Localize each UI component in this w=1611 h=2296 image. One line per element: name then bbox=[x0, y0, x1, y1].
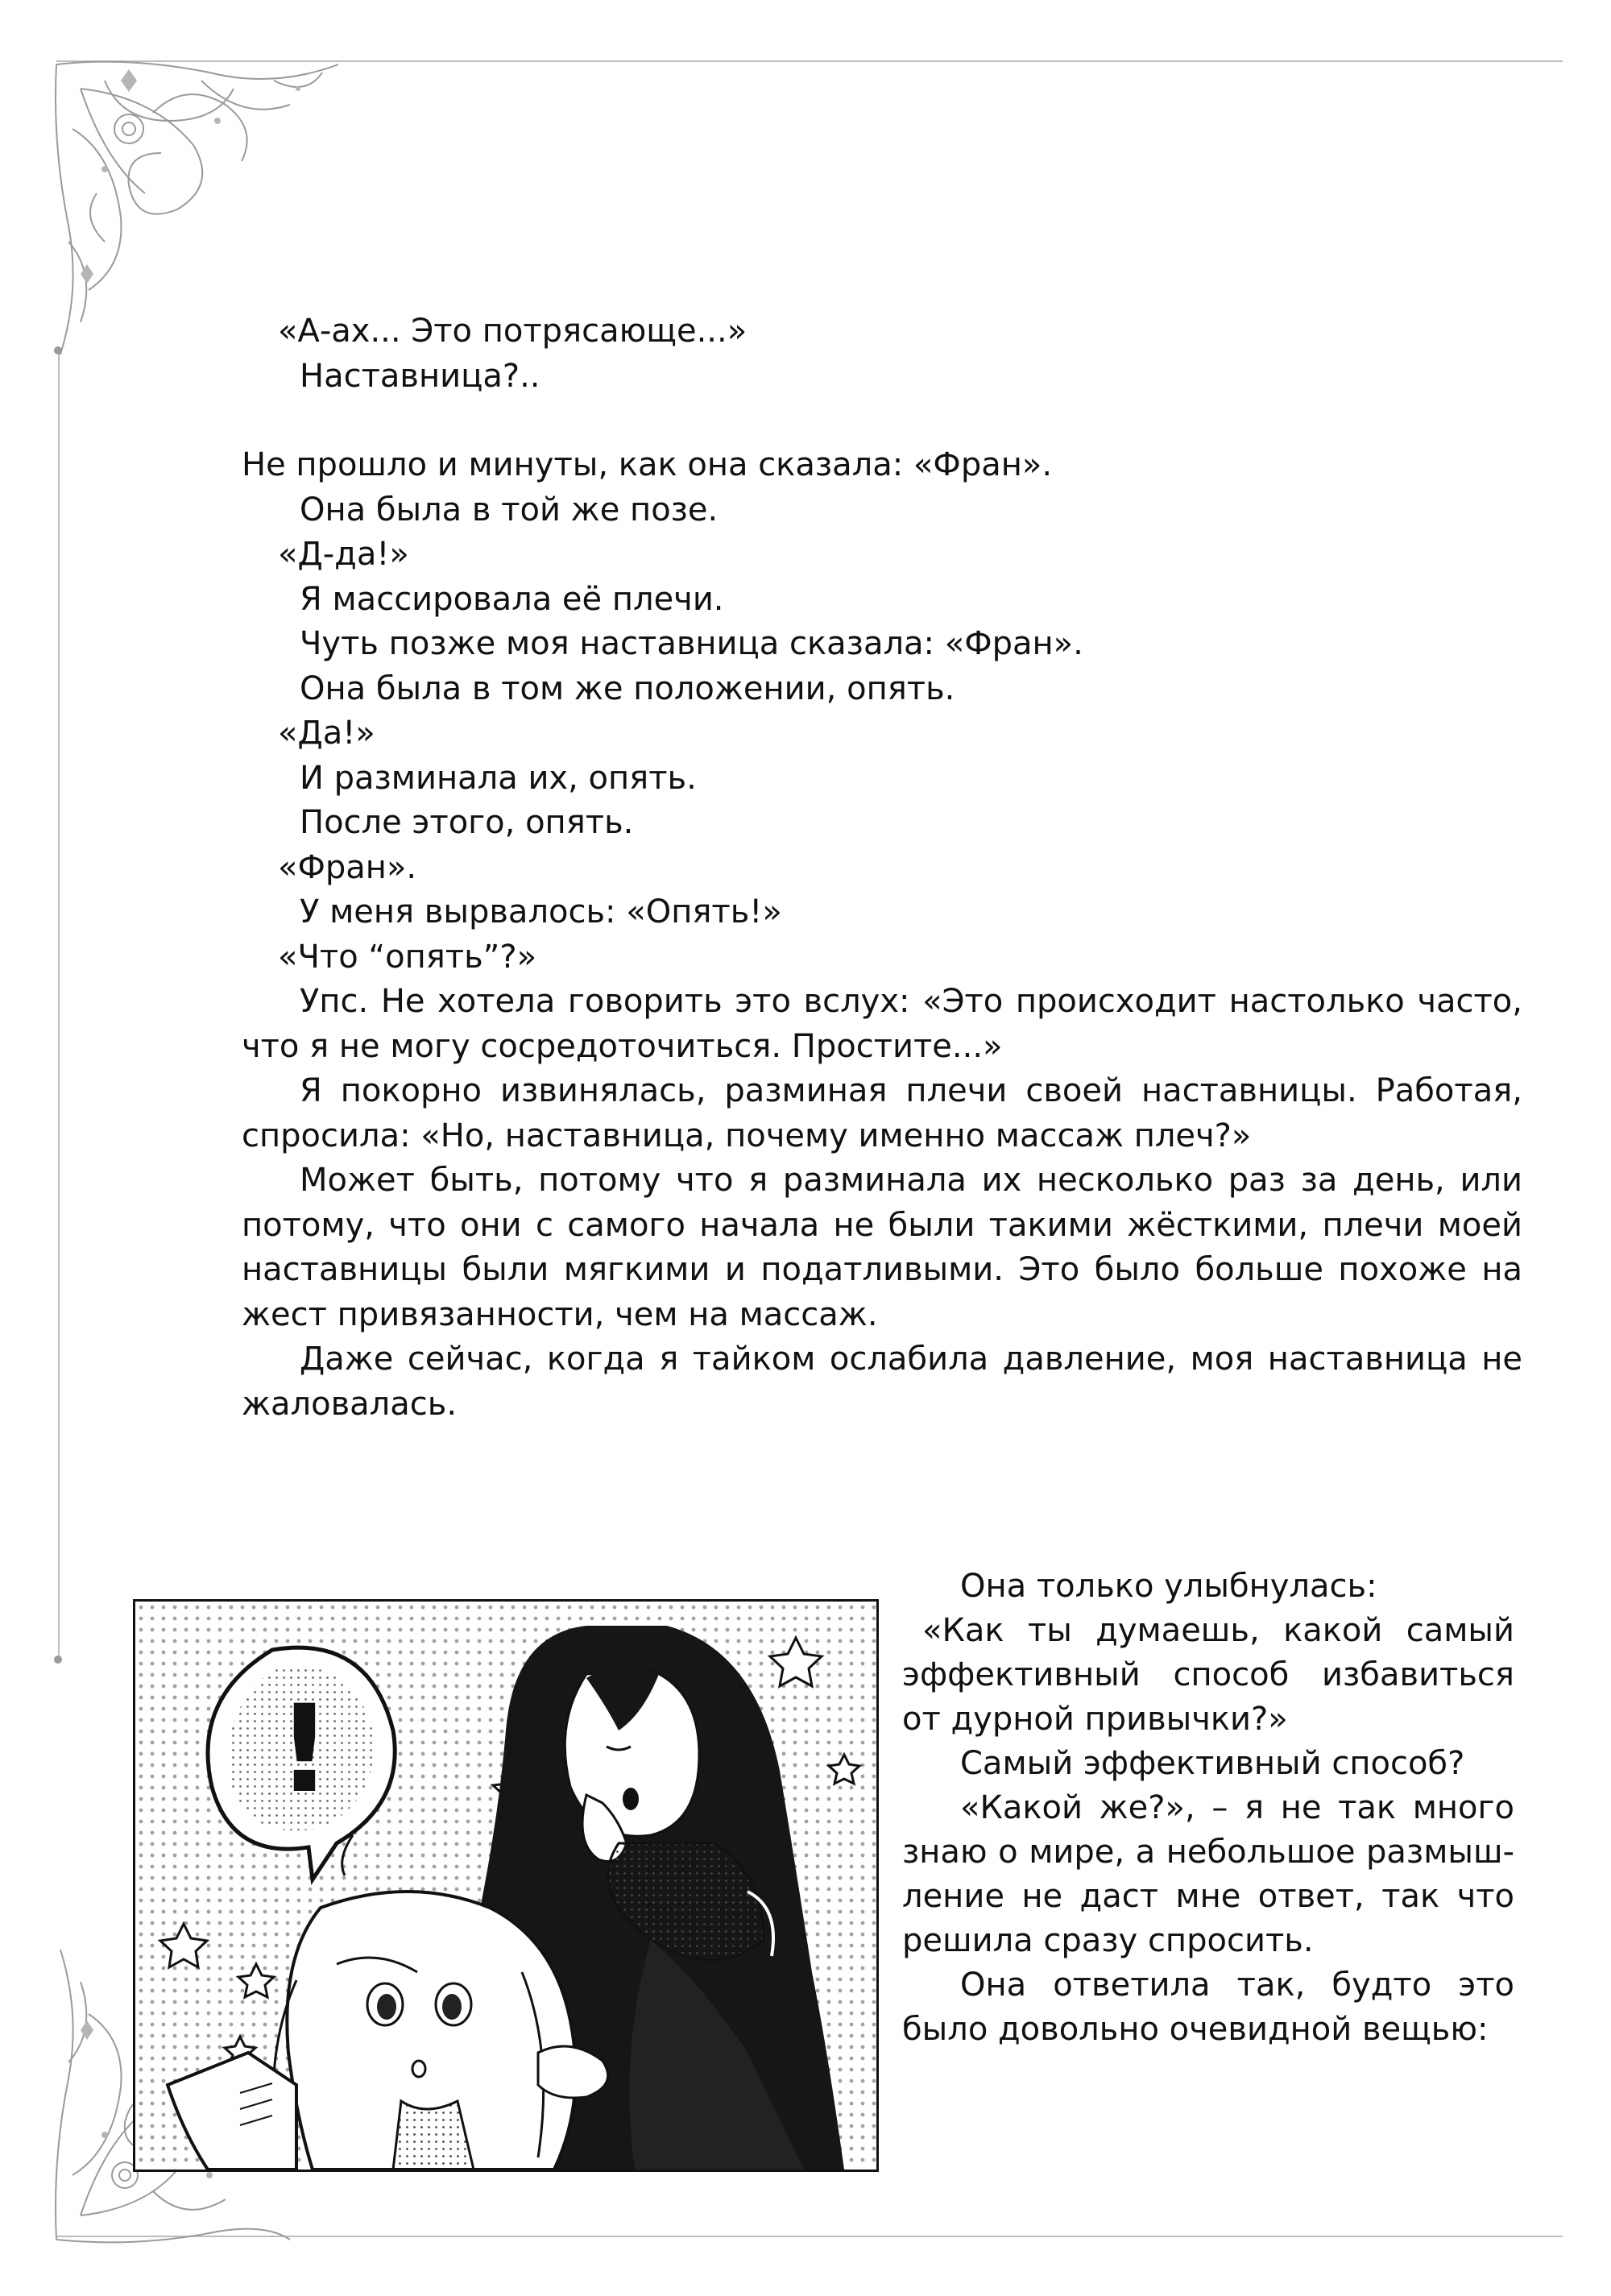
text-paragraph: Я покорно извинялась, разминая плечи своей наставницы. Работая, спросила: «Но, наставница, почему именно массаж плеч?» bbox=[242, 1072, 1533, 1154]
text-paragraph: Чуть позже моя наставница сказала: «Фран». bbox=[300, 625, 1083, 662]
text-paragraph: Она ответила так, будто это было довольно очевидной вещью: bbox=[902, 1967, 1514, 2048]
text-paragraph: У меня вырвалось: «Опять!» bbox=[300, 893, 782, 930]
text-paragraph: Упс. Не хотела говорить это вслух: «Это происходит настолько часто, что я не могу сосредоточиться. Простите...» bbox=[242, 983, 1533, 1065]
text-paragraph: «Какой же?», – я не так много знаю о мире, а небольшое размышление не даст мне ответ, так что решила сразу спросить. bbox=[902, 1789, 1514, 1959]
text-paragraph: Даже сейчас, когда я тайком ослабила давление, моя наставница не жаловалась. bbox=[242, 1341, 1533, 1423]
text-paragraph: «Д-да!» bbox=[278, 536, 409, 573]
text-paragraph: «Что “опять”?» bbox=[278, 938, 537, 976]
main-text-block bbox=[242, 309, 1533, 1427]
text-paragraph: Я массировала её плечи. bbox=[300, 580, 724, 618]
text-paragraph: «Да!» bbox=[278, 715, 375, 752]
frame-tip-dot bbox=[54, 1656, 62, 1664]
paragraph-gap bbox=[242, 399, 1522, 443]
text-paragraph: После этого, опять. bbox=[300, 804, 634, 841]
text-paragraph: «Как ты думаешь, какой самый эффективный способ избавиться от дурной привычки?» bbox=[902, 1612, 1514, 1738]
text-paragraph: Она только улыбнулась: bbox=[960, 1568, 1377, 1605]
text-paragraph: Может быть, потому что я разминала их несколько раз за день, или потому, что они с самого начала не были такими жёсткими, плечи моей наставницы были мягкими и податливыми. Это было больше похоже на жест привязанности, чем на массаж. bbox=[242, 1162, 1533, 1333]
text-paragraph: «Фран». bbox=[278, 848, 417, 886]
side-text-block bbox=[902, 1565, 1514, 2052]
bubble-exclamation: ! bbox=[276, 1680, 333, 1820]
text-paragraph: Она была в том же положении, опять. bbox=[300, 669, 955, 707]
text-paragraph: И разминала их, опять. bbox=[300, 759, 697, 797]
text-paragraph: «А-ах... Это потрясающе...» bbox=[278, 313, 748, 350]
page-frame-left bbox=[58, 346, 60, 1660]
text-paragraph: Она была в той же позе. bbox=[300, 491, 719, 528]
text-paragraph: Самый эффективный способ? bbox=[960, 1745, 1465, 1782]
text-paragraph: Не прошло и минуты, как она сказала: «Фран». bbox=[242, 446, 1053, 483]
text-paragraph: Наставница?.. bbox=[300, 357, 540, 395]
manga-illustration bbox=[133, 1599, 879, 2172]
